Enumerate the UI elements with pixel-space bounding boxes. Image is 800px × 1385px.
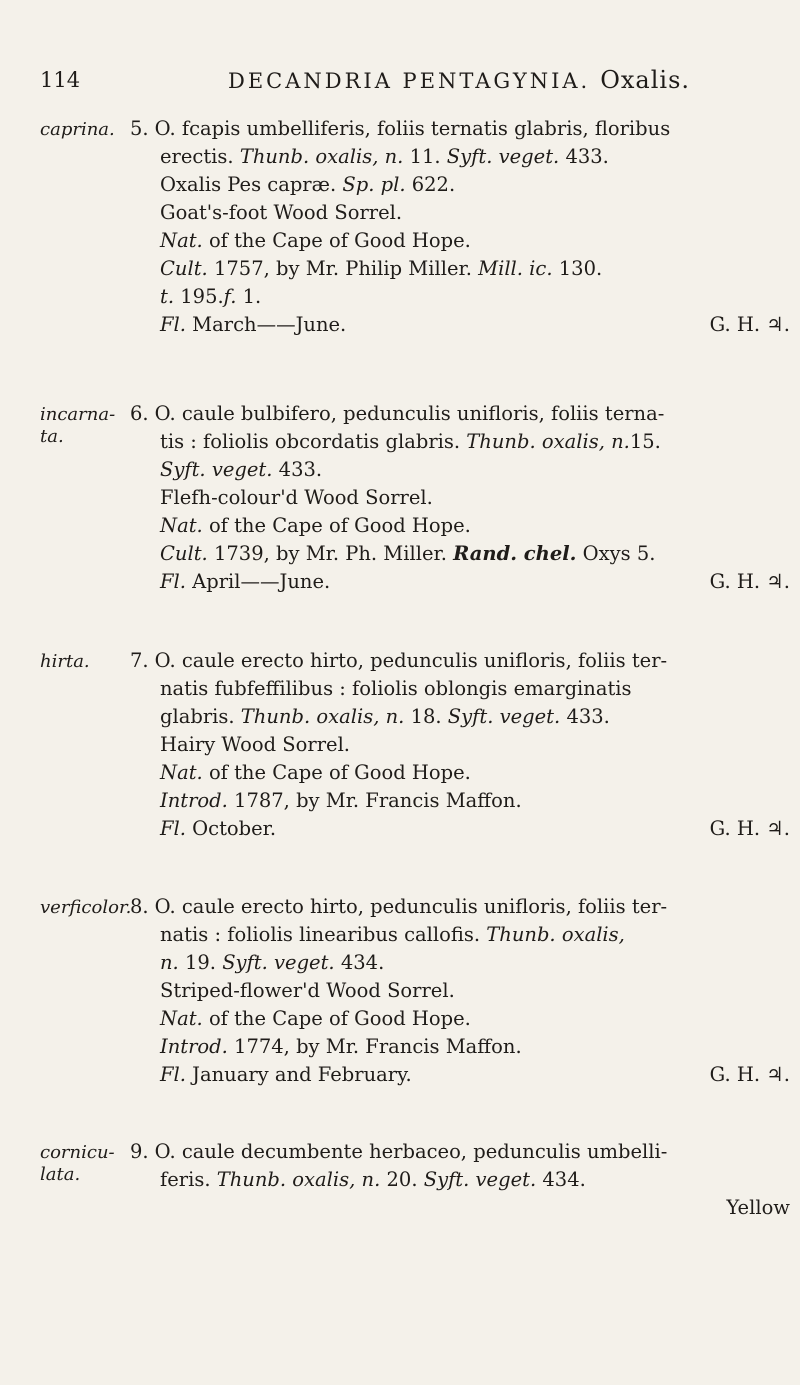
- habitat-code: G. H. ♃.: [709, 313, 790, 336]
- margin-label: cornicu- lata.: [40, 1142, 115, 1185]
- entry-text: [130, 647, 790, 843]
- entry-line: t. 195.f. 1.: [160, 285, 262, 308]
- genus-name: Oxalis.: [600, 66, 691, 94]
- entry-line: 6. O. caule bulbifero, pedunculis unifloris, foliis terna-: [130, 402, 665, 425]
- entry-line: glabris. Thunb. oxalis, n. 18. Syft. veget. 433.: [160, 705, 610, 728]
- entry-line: n. 19. Syft. veget. 434.: [160, 951, 385, 974]
- introduction-line: Introd. 1774, by Mr. Francis Maffon.: [160, 1035, 522, 1058]
- entry-line: natis : foliolis linearibus callofis. Thunb. oxalis,: [160, 923, 625, 946]
- cultivation-line: Cult. 1757, by Mr. Philip Miller. Mill. ic. 130.: [160, 257, 603, 280]
- native-region: Nat. of the Cape of Good Hope.: [160, 1007, 471, 1030]
- flowering-line: Fl. October. G. H. ♃.: [130, 815, 790, 843]
- page-number: 114: [40, 68, 81, 92]
- flowering-line: Fl. April——June. G. H. ♃.: [130, 568, 790, 596]
- introduction-line: Introd. 1787, by Mr. Francis Maffon.: [160, 789, 522, 812]
- catchword: Yellow: [726, 1196, 790, 1219]
- entry-line: 7. O. caule erecto hirto, pedunculis unifloris, foliis ter-: [130, 649, 668, 672]
- margin-label: incarna- ta.: [40, 404, 116, 447]
- native-region: Nat. of the Cape of Good Hope.: [160, 229, 471, 252]
- margin-label: caprina.: [40, 119, 115, 140]
- entry-line: Oxalis Pes capræ. Sp. pl. 622.: [160, 173, 456, 196]
- habitat-code: G. H. ♃.: [709, 1063, 790, 1086]
- margin-label: hirta.: [40, 651, 90, 672]
- entry-text: [130, 400, 790, 596]
- entry-line: 5. O. fcapis umbelliferis, foliis ternatis glabris, floribus: [130, 117, 671, 140]
- cultivation-line: Cult. 1739, by Mr. Ph. Miller. Rand. chel. Oxys 5.: [160, 542, 656, 565]
- entry-line: erectis. Thunb. oxalis, n. 11. Syft. veget. 433.: [160, 145, 609, 168]
- entry-text: [130, 1138, 790, 1222]
- entry-line: feris. Thunb. oxalis, n. 20. Syft. veget. 434.: [160, 1168, 586, 1191]
- entry-text: [130, 893, 790, 1089]
- common-name: Goat's-foot Wood Sorrel.: [160, 201, 403, 224]
- entry-text: [130, 115, 790, 339]
- common-name: Flefh-colour'd Wood Sorrel.: [160, 486, 433, 509]
- common-name: Hairy Wood Sorrel.: [160, 733, 351, 756]
- habitat-code: G. H. ♃.: [709, 817, 790, 840]
- entry-line: natis fubfeffilibus : foliolis oblongis emarginatis: [160, 677, 632, 700]
- entry-line: 8. O. caule erecto hirto, pedunculis unifloris, foliis ter-: [130, 895, 668, 918]
- common-name: Striped-flower'd Wood Sorrel.: [160, 979, 455, 1002]
- entry-line: 9. O. caule decumbente herbaceo, pedunculis umbelli-: [130, 1140, 668, 1163]
- page-header: [40, 58, 785, 98]
- habitat-code: G. H. ♃.: [709, 570, 790, 593]
- running-title: DECANDRIA PENTAGYNIA. Oxalis.: [228, 66, 691, 94]
- entry-line: tis : foliolis obcordatis glabris. Thunb. oxalis, n.15.: [160, 430, 661, 453]
- entry-line: Syft. veget. 433.: [160, 458, 323, 481]
- flowering-line: Fl. January and February. G. H. ♃.: [130, 1061, 790, 1089]
- margin-label: verficolor.: [40, 897, 132, 918]
- flowering-line: Fl. March——June. G. H. ♃.: [130, 311, 790, 339]
- native-region: Nat. of the Cape of Good Hope.: [160, 514, 471, 537]
- native-region: Nat. of the Cape of Good Hope.: [160, 761, 471, 784]
- catchword-line: [130, 1194, 790, 1222]
